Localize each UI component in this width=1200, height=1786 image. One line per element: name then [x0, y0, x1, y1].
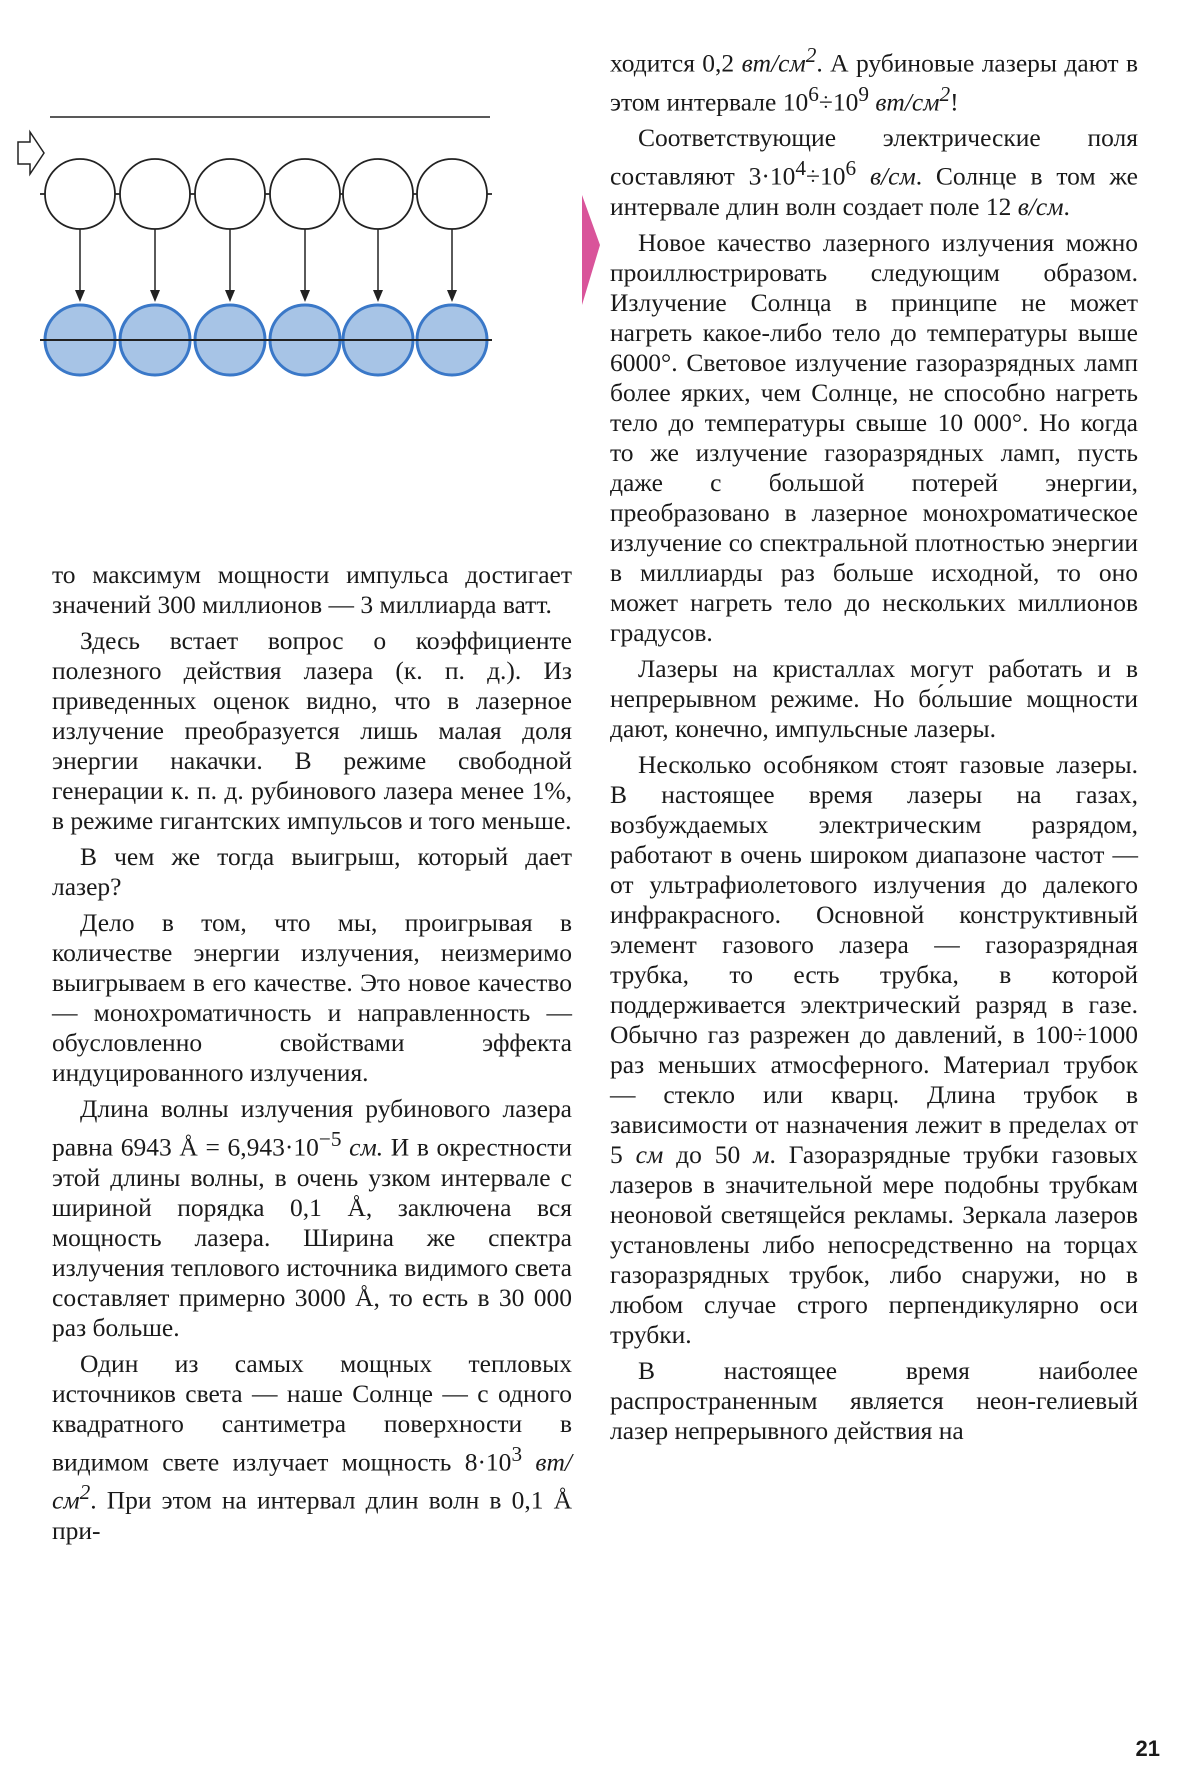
text-run: Соответствующие электрические поля составляют 3·10	[610, 123, 1138, 191]
unit: вт/см	[868, 87, 940, 116]
unit: вт/см	[741, 48, 806, 78]
input-arrow-icon	[18, 132, 44, 174]
unit: вт/см	[52, 1447, 572, 1515]
exponent: 2	[79, 1480, 91, 1504]
page-number: 21	[1135, 1736, 1160, 1761]
excited-atom	[195, 159, 265, 229]
arrow-head	[300, 290, 310, 302]
excited-atom	[343, 159, 413, 229]
exponent: 2	[805, 43, 817, 67]
right-column	[610, 40, 1138, 1452]
text-run: ÷10	[806, 161, 846, 191]
paragraph	[610, 123, 1138, 222]
text-run: Длина волны излучения рубинового лазера равна 6943 Å = 6,943·10	[52, 1094, 572, 1162]
unit: в/см	[1017, 191, 1064, 221]
paragraph: Лазеры на кристаллах могут работать и в непрерывном режиме. Но бо́льшие мощности дают, конечно, импульсные лазеры.	[610, 653, 1138, 743]
text-run: . При этом на интервал длин волн в 0,1 Å при-	[52, 1485, 572, 1545]
paragraph: Дело в том, что мы, проигрывая в количестве энергии излучения, неизмеримо выигрываем в его качестве. Это новое качество — монохроматичность и направленность — обусловленно свойствами эффекта индуцированного излучения.	[52, 908, 572, 1087]
text-run: . Солнце в том же интервале длин волн создает поле 12	[610, 161, 1139, 221]
text-run: ходится 0,2	[610, 48, 742, 78]
text-run: И в окрестности этой длины волны, в очень узком интервале с шириной порядка 0,1 Å, заключена вся мощность лазера. Ширина же спектра излучения теплового источника видимого света составляет примерно 3000 Å, то есть в 30 000 раз больше.	[52, 1132, 572, 1342]
arrow-head	[225, 290, 235, 302]
excited-atom	[45, 159, 115, 229]
unit: в/см	[856, 161, 916, 191]
text-run: Несколько особняком стоят газовые лазеры. В настоящее время лазеры на газах, возбуждаемых электрическим разрядом, работают в очень широком диапазоне частот — от ультрафиолетового излучения до далекого инфракрасного. Основной конструктивный элемент газового лазера — газоразрядная трубка, то есть трубка, в которой поддерживается электрический разряд в газе. Обычно газ разрежен до давлений, в 100÷1000 раз меньших атмосферного. Материал трубок — стекло или кварц. Длина трубок в зависимости от назначения лежит в пределах от 5	[610, 749, 1138, 1169]
excited-atom	[417, 159, 487, 229]
exponent: 6	[808, 81, 819, 106]
exponent: 9	[858, 81, 869, 106]
paragraph	[52, 1094, 572, 1343]
excited-atom	[120, 159, 190, 229]
exponent: 6	[845, 156, 857, 180]
text-run: ÷10	[818, 87, 859, 116]
left-column	[52, 560, 572, 1552]
text-run: Один из самых мощных тепловых источников света — наше Солнце — с одного квадратного сантиметра поверхности в видимом свете излучает мощность 8·10	[52, 1348, 572, 1476]
paragraph	[52, 1349, 572, 1546]
paragraph: Здесь встает вопрос о коэффициенте полезного действия лазера (к. п. д.). Из приведенных оценок видно, что в лазерное излучение преобразуется лишь малая доля энергии накачки. В режиме свободной генерации к. п. д. рубинового лазера менее 1%, в режиме гигантских импульсов и того меньше.	[52, 626, 572, 835]
paragraph: Новое качество лазерного излучения можно проиллюстрировать следующим образом. Излучение Солнца в принципе не может нагреть какое-либо тело до температуры выше 6000°. Световое излучение газоразрядных ламп более ярких, чем Солнце, не способно нагреть тело до температуры свыше 10 000°. Но когда то же излучение газоразрядных ламп, пусть даже с большой потерей энергии, преобразовано в лазерное монохроматическое излучение со спектральной плотностью энергии в миллиарды раз больше исходной, то оно может нагреть тело до нескольких миллионов градусов.	[610, 227, 1138, 647]
arrow-head	[150, 290, 160, 302]
paragraph	[610, 750, 1138, 1350]
laser-diagram	[0, 0, 600, 540]
paragraph	[610, 40, 1138, 117]
exponent: 3	[511, 1441, 523, 1466]
arrow-head	[447, 290, 457, 302]
unit: см	[635, 1139, 664, 1169]
text-run: !	[950, 87, 959, 116]
arrow-head	[75, 290, 85, 302]
unit: см.	[341, 1132, 384, 1162]
paragraph: то максимум мощности импульса достигает значений 300 миллионов — 3 миллиарда ватт.	[52, 560, 572, 619]
exponent: 2	[939, 81, 951, 106]
arrow-head	[373, 290, 383, 302]
excited-atom	[270, 159, 340, 229]
exponent: 4	[795, 156, 807, 180]
text-run: . А рубиновые лазеры дают в этом интервале 10	[610, 48, 1138, 116]
exponent: −5	[318, 1127, 342, 1151]
paragraph: В чем же тогда выигрыш, который дает лазер?	[52, 842, 572, 901]
unit: м	[753, 1139, 770, 1169]
transition-arrows	[75, 229, 457, 302]
text-run: .	[1063, 191, 1070, 221]
text-run: . Газоразрядные трубки газовых лазеров в значительной мере подобны трубкам неоновой светящейся рекламы. Зеркала лазеров установлены либо непосредственно на торцах газоразрядных трубок, либо снаружи, но в любом случае строго перпендикулярно оси трубки.	[610, 1139, 1138, 1349]
text-run: до 50	[663, 1139, 754, 1169]
pink-marker-icon	[582, 195, 600, 305]
paragraph: В настоящее время наиболее распространенным является неон-гелиевый лазер непрерывного действия на	[610, 1355, 1138, 1445]
